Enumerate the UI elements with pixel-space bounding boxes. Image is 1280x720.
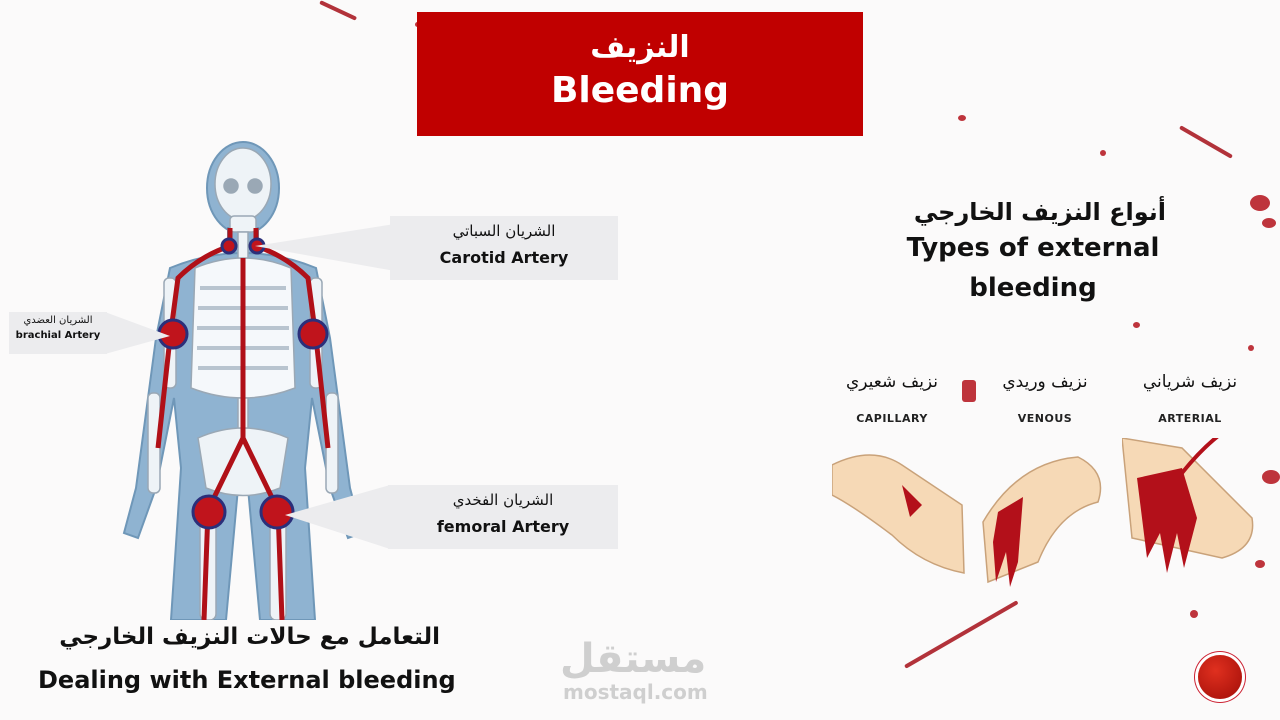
brachial-right-marker (299, 320, 327, 348)
brachial-label-english: brachial Artery (15, 330, 101, 341)
femoral-pointer (285, 485, 395, 549)
bleeding-type-english: ARTERIAL (1158, 412, 1222, 425)
brachial-callout (9, 312, 107, 354)
blood-drop (962, 380, 976, 402)
blood-drop (1248, 345, 1254, 351)
types-heading-english: Types of external bleeding (906, 233, 1160, 303)
carotid-left-marker (222, 239, 236, 253)
bleeding-type-arabic: نزيف وريدي (1002, 372, 1088, 392)
bleeding-type-arabic: نزيف شعيري (845, 372, 939, 392)
femoral-left-marker (193, 496, 225, 528)
femoral-label-english: femoral Artery (436, 517, 570, 536)
blood-drop (958, 115, 966, 121)
blood-drop (1262, 470, 1280, 484)
bleeding-type-arterial (1120, 372, 1260, 425)
brachial-pointer (105, 312, 175, 354)
footer-heading-english: Dealing with External bleeding (38, 666, 456, 694)
watermark-logo-arabic: مستقل (560, 636, 707, 682)
title-arabic: النزيف (590, 30, 690, 65)
watermark-logo-latin: mostaql.com (563, 680, 708, 704)
blood-drop (1133, 322, 1140, 328)
femoral-label-arabic: الشريان الفخدي (452, 491, 554, 509)
carotid-label-english: Carotid Artery (439, 248, 569, 267)
carotid-callout (390, 216, 618, 280)
footer-heading-arabic: التعامل مع حالات النزيف الخارجي (59, 624, 440, 650)
next-slide-button[interactable] (1198, 655, 1242, 699)
carotid-label-arabic: الشريان السباتي (452, 222, 556, 240)
blood-streak (904, 600, 1019, 668)
blood-streak (319, 0, 357, 21)
femoral-callout (388, 485, 618, 549)
brachial-label-arabic: الشريان العضدي (23, 315, 93, 326)
blood-drop (1250, 195, 1270, 211)
blood-drop (1100, 150, 1106, 156)
title-banner (417, 12, 863, 136)
venous-wound-illustration (978, 452, 1113, 592)
title-english: Bleeding (550, 70, 730, 111)
blood-drop (1262, 218, 1276, 228)
bleeding-type-capillary (822, 372, 962, 425)
blood-drop (1190, 610, 1198, 618)
types-heading-arabic: أنواع النزيف الخارجي (913, 198, 1166, 226)
bleeding-type-english: CAPILLARY (856, 412, 928, 425)
bleeding-type-english: VENOUS (1017, 412, 1073, 425)
bleeding-type-venous (975, 372, 1115, 425)
bleeding-type-arabic: نزيف شرياني (1142, 372, 1238, 392)
arterial-wound-illustration (1122, 438, 1257, 578)
types-heading (900, 196, 1166, 308)
capillary-wound-illustration (832, 445, 967, 575)
blood-streak (1179, 125, 1233, 158)
